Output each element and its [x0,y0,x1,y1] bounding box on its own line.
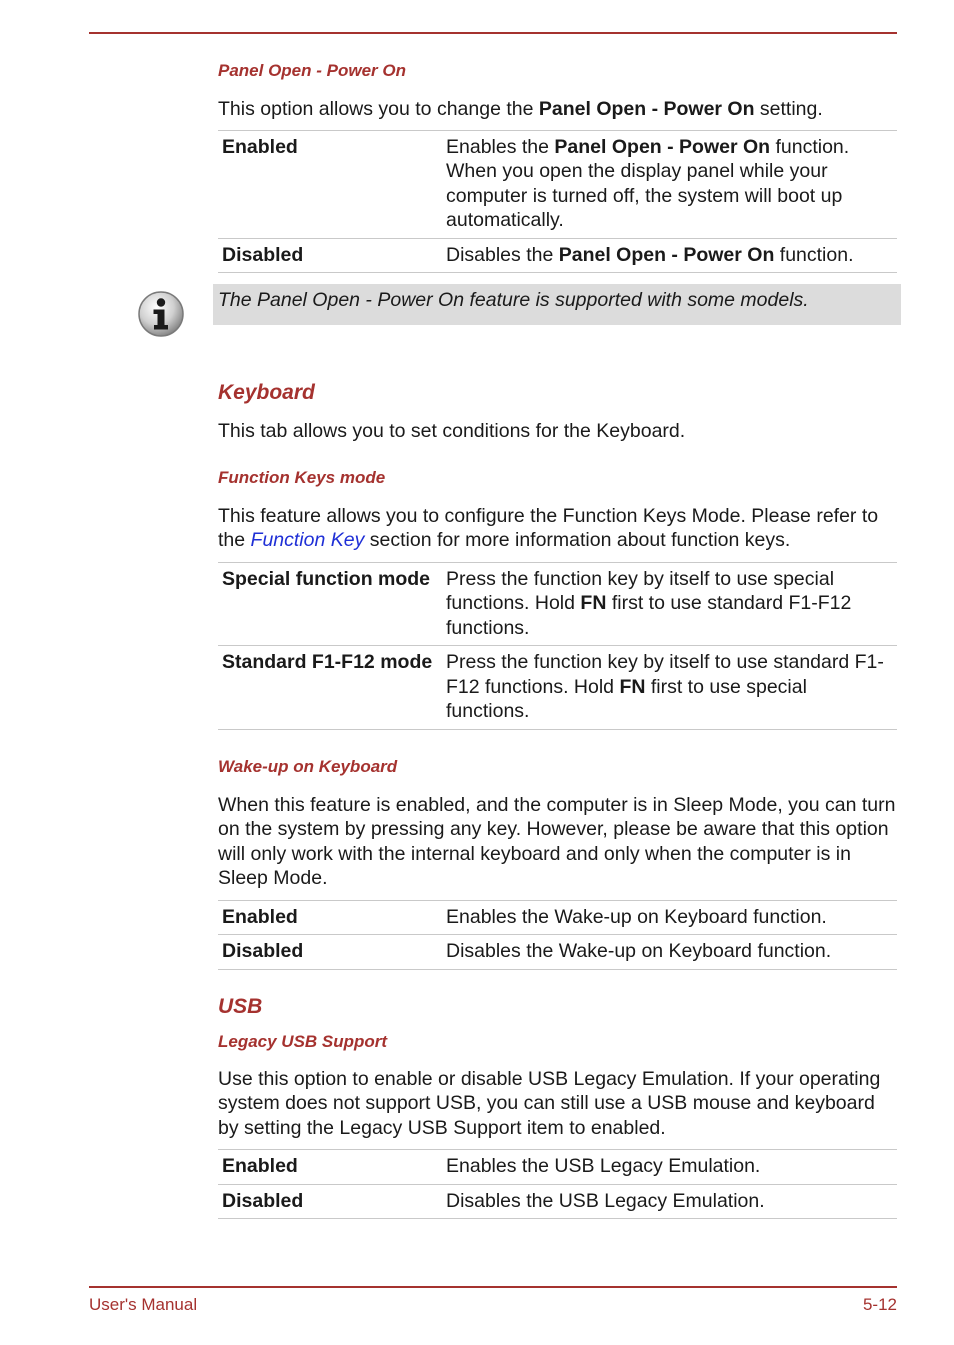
heading-wakeup: Wake-up on Keyboard [218,756,398,776]
heading-usb: USB [218,994,263,1018]
term-cell: Standard F1-F12 mode [218,646,442,730]
term-cell: Enabled [218,130,442,238]
usb-table [218,1149,897,1219]
panel-open-table [218,130,897,274]
table-row [218,935,897,970]
desc-cell: Enables the Wake-up on Keyboard function. [442,900,897,935]
desc-cell: Disables the Panel Open - Power On function. [442,238,897,273]
term-cell: Disabled [218,238,442,273]
note-box: The Panel Open - Power On feature is supported with some models. [213,284,901,325]
desc-cell: Disables the Wake-up on Keyboard function. [442,935,897,970]
table-row [218,130,897,238]
term-cell: Special function mode [218,562,442,646]
table-row [218,562,897,646]
desc-cell: Press the function key by itself to use standard F1-F12 functions. Hold FN first to use special functions. [442,646,897,730]
table-row [218,1184,897,1219]
usb-intro: Use this option to enable or disable USB Legacy Emulation. If your operating system does not support USB, you can still use a USB mouse and keyboard by setting the Legacy USB Support item to enabled. [218,1067,881,1139]
function-keys-table [218,562,897,730]
term-cell: Enabled [218,900,442,935]
function-keys-intro: This feature allows you to configure the Function Keys Mode. Please refer to the Function Key section for more information about function keys. [218,504,879,551]
footer-rule [89,1286,897,1288]
heading-keyboard: Keyboard [218,381,315,404]
heading-legacy-usb: Legacy USB Support [218,1031,388,1051]
heading-panel-open: Panel Open - Power On [218,61,406,80]
table-row [218,900,897,935]
panel-open-intro: This option allows you to change the Panel Open - Power On setting. [218,98,823,120]
table-row [218,1150,897,1185]
desc-cell: Enables the USB Legacy Emulation. [442,1150,897,1185]
desc-cell: Press the function key by itself to use special functions. Hold FN first to use standard F1-F12 functions. [442,562,897,646]
footer-page-number: 5-12 [862,1295,897,1314]
keyboard-intro: This tab allows you to set conditions for the Keyboard. [218,420,686,442]
info-note-icon [137,290,185,338]
desc-cell: Disables the USB Legacy Emulation. [442,1184,897,1219]
term-cell: Disabled [218,1184,442,1219]
wakeup-table [218,900,897,970]
footer-manual-title: User's Manual [89,1295,198,1314]
header-rule [89,32,897,34]
table-row [218,238,897,273]
heading-function-keys: Function Keys mode [218,467,386,487]
table-row [218,646,897,730]
function-key-link[interactable]: Function Key [250,529,365,551]
page-content [218,60,898,1219]
term-cell: Disabled [218,935,442,970]
term-cell: Enabled [218,1150,442,1185]
desc-cell: Enables the Panel Open - Power On function. When you open the display panel while your computer is turned off, the system will boot up automatically. [442,130,897,238]
wakeup-intro: When this feature is enabled, and the computer is in Sleep Mode, you can turn on the system by pressing any key. However, please be aware that this option will only work with the internal keyboard and only when the computer is in Sleep Mode. [218,793,896,889]
